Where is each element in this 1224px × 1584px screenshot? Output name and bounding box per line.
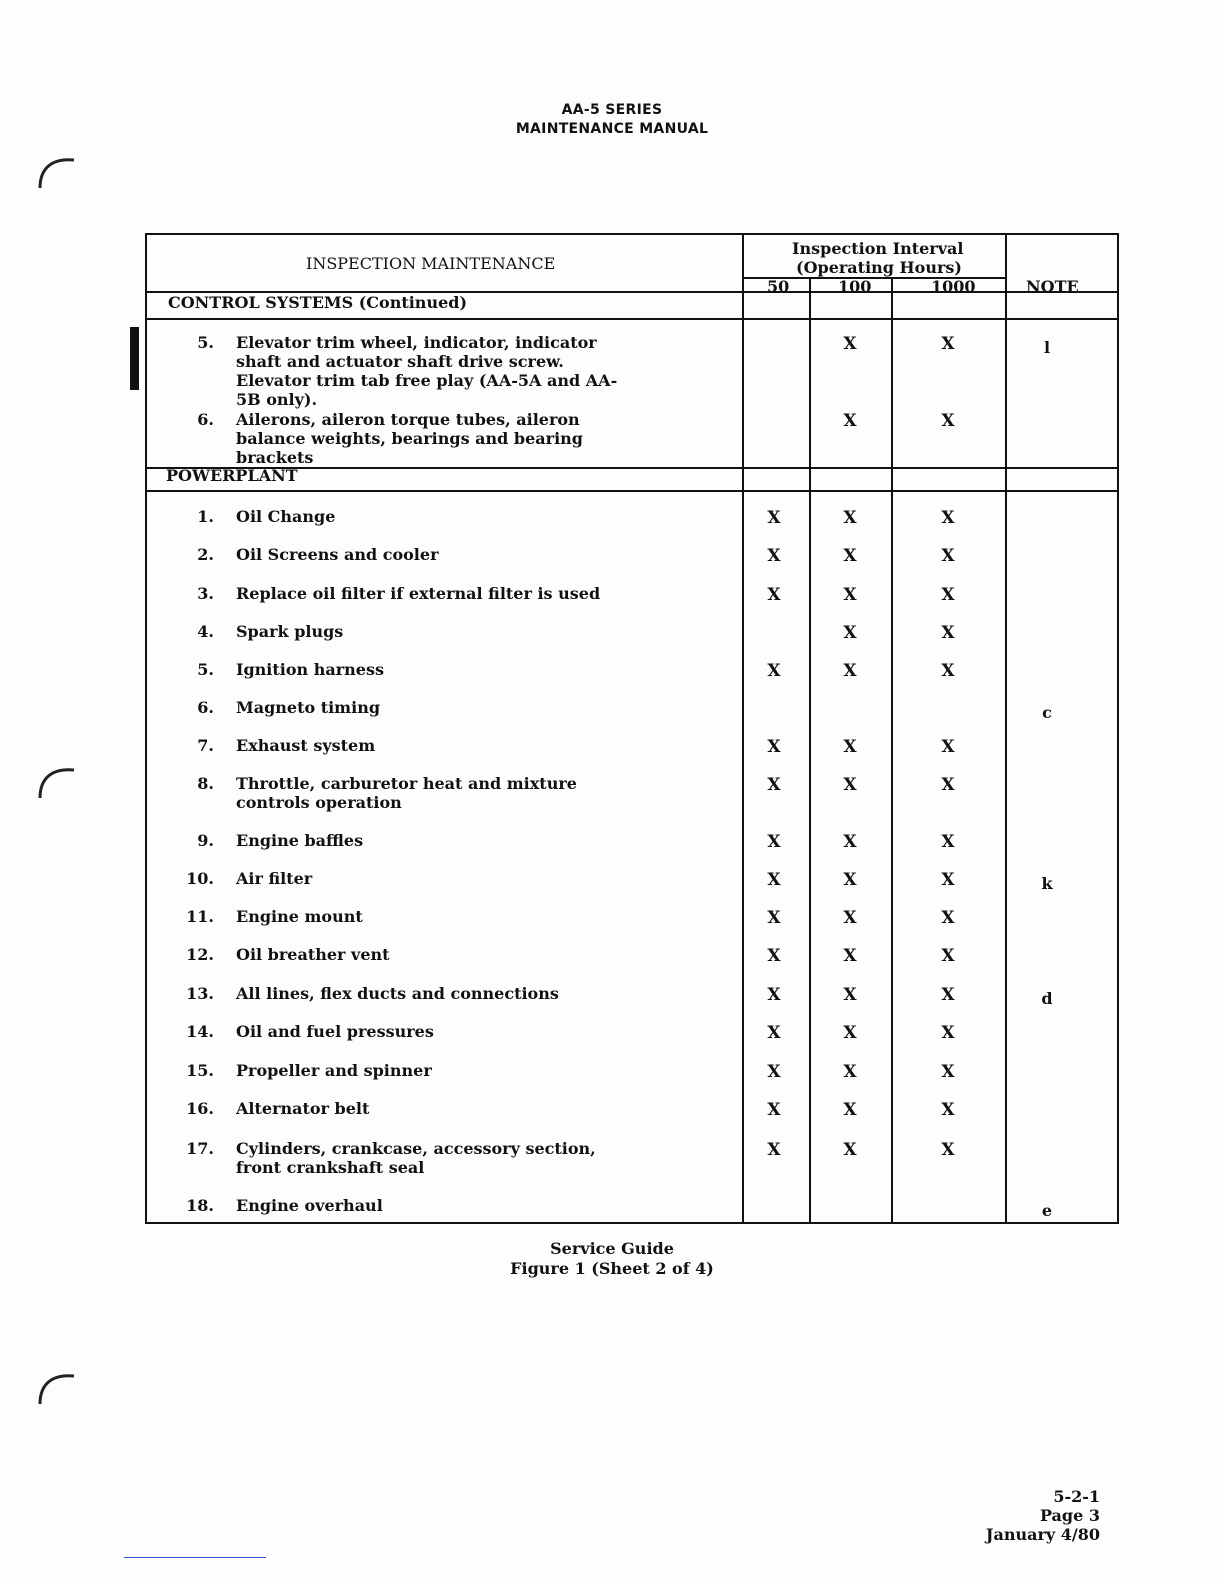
interval-mark-50: X [767,870,781,890]
column-divider [1005,233,1007,1224]
item-number: 16. [186,1099,214,1118]
item-description: Oil and fuel pressures [236,1022,434,1041]
binder-hole-mark-bottom [34,1366,78,1410]
interval-mark-1000: X [941,334,955,354]
interval-mark-100: X [843,334,857,354]
column-divider [742,233,744,1224]
item-description: Oil Change [236,507,336,526]
interval-mark-1000: X [941,411,955,431]
interval-mark-100: X [843,1023,857,1043]
interval-mark-1000: X [941,775,955,795]
interval-50-header: 50 [767,277,790,296]
interval-mark-1000: X [941,737,955,757]
interval-mark-50: X [767,908,781,928]
section-heading-powerplant: POWERPLANT [166,466,298,485]
interval-mark-1000: X [941,1140,955,1160]
interval-mark-100: X [843,1140,857,1160]
item-number: 15. [186,1061,214,1080]
interval-mark-1000: X [941,946,955,966]
interval-mark-50: X [767,775,781,795]
note-header: NOTE [1026,277,1079,296]
interval-mark-50: X [767,1023,781,1043]
interval-mark-50: X [767,737,781,757]
item-number: 11. [186,907,214,926]
item-number: 9. [197,831,214,850]
item-description: Spark plugs [236,622,344,641]
interval-mark-1000: X [941,870,955,890]
interval-mark-1000: X [941,508,955,528]
item-number: 14. [186,1022,214,1041]
interval-mark-1000: X [941,985,955,1005]
item-description: Elevator trim wheel, indicator, indicator shaft and actuator shaft drive screw. Elevator trim tab free play (AA-5A and AA-5B only). [236,333,618,409]
item-number: 8. [197,774,214,793]
interval-mark-100: X [843,1100,857,1120]
interval-mark-100: X [843,870,857,890]
item-description: All lines, flex ducts and connections [236,984,559,1003]
interval-mark-50: X [767,832,781,852]
interval-100-header: 100 [838,277,872,296]
manual-series-title: AA-5 SERIES [561,102,663,118]
item-number: 6. [197,698,214,717]
binder-hole-mark-top [34,150,78,194]
item-number: 13. [186,984,214,1003]
item-description: Propeller and spinner [236,1061,432,1080]
item-number: 6. [197,410,214,429]
interval-mark-100: X [843,985,857,1005]
interval-subheading: (Operating Hours) [796,258,962,277]
interval-mark-1000: X [941,1062,955,1082]
item-number: 2. [197,545,214,564]
interval-1000-header: 1000 [931,277,976,296]
item-description: Alternator belt [236,1099,370,1118]
note-reference: e [1041,1201,1053,1220]
page-number: Page 3 [1039,1506,1100,1525]
revision-bar [130,327,139,390]
item-number: 5. [197,660,214,679]
interval-mark-50: X [767,985,781,1005]
interval-mark-50: X [767,508,781,528]
item-number: 10. [186,869,214,888]
note-reference: c [1042,703,1052,722]
revision-date: January 4/80 [985,1525,1100,1544]
interval-mark-50: X [767,1140,781,1160]
interval-mark-50: X [767,661,781,681]
interval-mark-1000: X [941,585,955,605]
row-divider [145,318,1119,320]
note-reference: k [1041,874,1053,893]
interval-mark-50: X [767,546,781,566]
interval-mark-100: X [843,775,857,795]
interval-mark-100: X [843,908,857,928]
item-number: 3. [197,584,214,603]
row-divider [145,490,1119,492]
column-divider [809,278,811,1224]
interval-mark-100: X [843,585,857,605]
manual-title: MAINTENANCE MANUAL [515,121,709,137]
section-heading-control-systems: CONTROL SYSTEMS (Continued) [168,293,468,312]
interval-mark-100: X [843,1062,857,1082]
interval-mark-100: X [843,411,857,431]
item-description: Engine mount [236,907,363,926]
interval-mark-100: X [843,661,857,681]
interval-mark-1000: X [941,661,955,681]
item-description: Replace oil filter if external filter is used [236,584,601,603]
note-reference: l [1043,338,1051,357]
interval-mark-50: X [767,946,781,966]
item-description: Throttle, carburetor heat and mixture controls operation [236,774,577,812]
item-description: Engine overhaul [236,1196,383,1215]
figure-caption-number: Figure 1 (Sheet 2 of 4) [510,1259,714,1278]
item-description: Exhaust system [236,736,376,755]
note-reference: d [1041,989,1053,1008]
interval-mark-100: X [843,832,857,852]
item-number: 12. [186,945,214,964]
interval-mark-1000: X [941,623,955,643]
item-number: 18. [186,1196,214,1215]
item-description: Air filter [236,869,313,888]
interval-mark-1000: X [941,832,955,852]
binder-hole-mark-middle [34,760,78,804]
section-number: 5-2-1 [1053,1487,1100,1506]
item-description: Ignition harness [236,660,384,679]
item-description: Cylinders, crankcase, accessory section, front crankshaft seal [236,1139,596,1177]
item-description: Oil Screens and cooler [236,545,439,564]
bottom-rule [124,1557,266,1558]
item-number: 5. [197,333,214,352]
interval-mark-50: X [767,1100,781,1120]
item-number: 4. [197,622,214,641]
interval-mark-1000: X [941,1023,955,1043]
item-description: Engine baffles [236,831,364,850]
interval-heading: Inspection Interval [792,239,964,258]
interval-mark-1000: X [941,908,955,928]
item-number: 17. [186,1139,214,1158]
interval-mark-50: X [767,585,781,605]
interval-mark-1000: X [941,546,955,566]
item-description: Magneto timing [236,698,381,717]
interval-mark-100: X [843,946,857,966]
interval-mark-100: X [843,623,857,643]
interval-mark-100: X [843,508,857,528]
item-description: Ailerons, aileron torque tubes, aileron balance weights, bearings and bearing brackets [236,410,583,467]
item-number: 7. [197,736,214,755]
item-number: 1. [197,507,214,526]
interval-mark-1000: X [941,1100,955,1120]
item-description: Oil breather vent [236,945,390,964]
column-divider [891,278,893,1224]
interval-mark-100: X [843,737,857,757]
table-title: INSPECTION MAINTENANCE [306,254,556,273]
interval-mark-50: X [767,1062,781,1082]
figure-caption-title: Service Guide [550,1239,674,1258]
interval-mark-100: X [843,546,857,566]
